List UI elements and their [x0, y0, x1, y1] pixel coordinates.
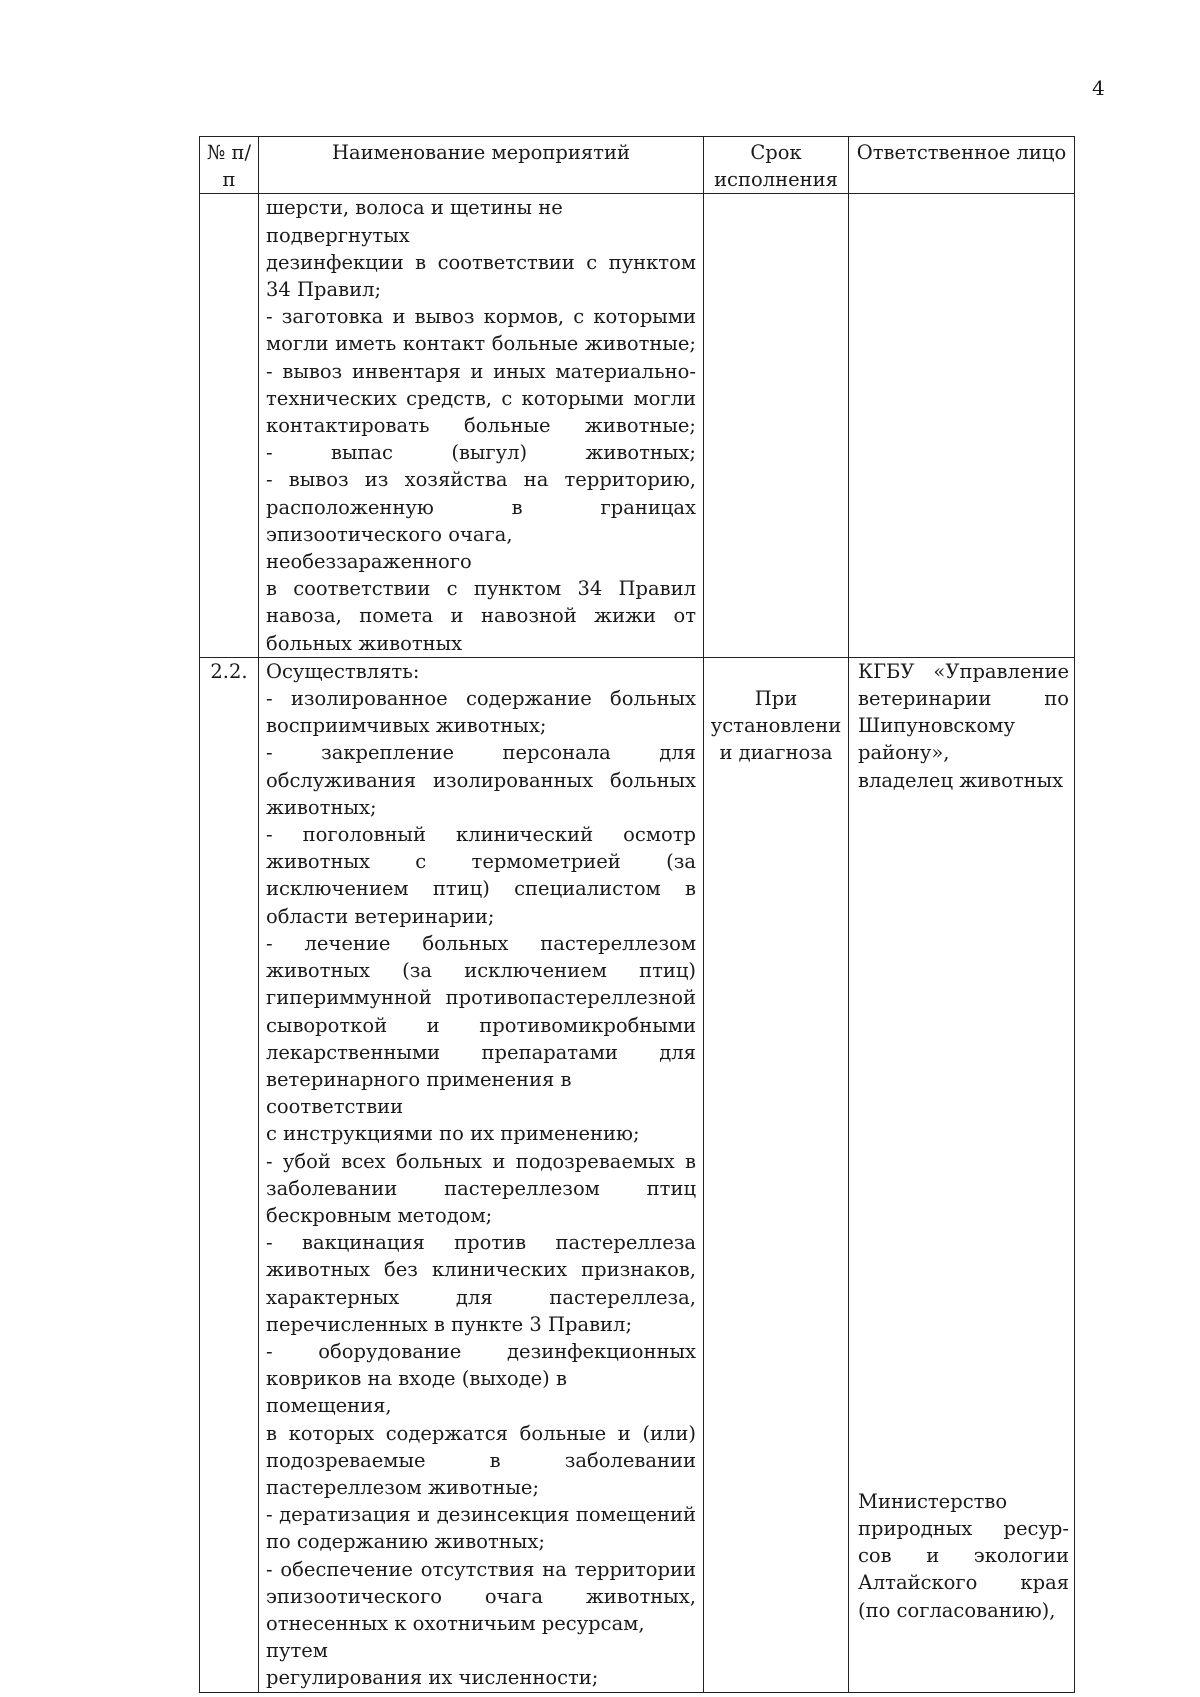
term-cell	[704, 657, 849, 1692]
text-line: - выпас (выгул) животных;	[266, 441, 696, 465]
measure-lines	[266, 194, 696, 656]
text-line: восприимчивых животных;	[266, 714, 547, 738]
text-line: могли иметь контакт больные животные;	[266, 332, 696, 356]
text-line: - убой всех больных и подозреваемых в	[266, 1149, 696, 1173]
measures-table	[199, 136, 1075, 1693]
text-line: характерных для пастереллеза,	[266, 1285, 696, 1309]
text-line: При	[754, 686, 798, 710]
text-line: исключением птиц) специалистом в	[266, 877, 696, 901]
page-number: 4	[1092, 76, 1105, 100]
text-line: природных ресур-	[858, 1517, 1069, 1541]
text-line: КГБУ «Управление	[858, 659, 1069, 683]
responsible-group-ministry	[858, 1488, 1069, 1624]
text-line: отнесенных к охотничьим ресурсам, путем	[266, 1611, 645, 1663]
text-line: Осуществлять:	[266, 659, 420, 683]
text-line: Шипуновскому	[858, 714, 1015, 738]
term-cell	[704, 194, 849, 657]
text-line: - поголовный клинический осмотр	[266, 823, 696, 847]
text-line: подозреваемые в заболевании	[266, 1448, 696, 1472]
text-line: больных животных	[266, 631, 463, 655]
text-line: лекарственными препаратами для	[266, 1040, 696, 1064]
text-line: - вывоз из хозяйства на территорию,	[266, 468, 696, 492]
measure-text	[259, 194, 704, 657]
text-line: в которых содержатся больные и (или)	[266, 1421, 696, 1445]
text-line: с инструкциями по их применению;	[266, 1122, 640, 1146]
text-line: - оборудование дезинфекционных	[266, 1339, 696, 1363]
text-line: Министерство	[858, 1489, 1008, 1513]
responsible-cell	[849, 194, 1075, 657]
measure-lines	[266, 658, 696, 1692]
text-line: - изолированное содержание больных	[266, 687, 696, 711]
text-line: области ветеринарии;	[266, 904, 495, 928]
text-line: расположенную в границах	[266, 495, 696, 519]
text-line: - вакцинация против пастереллеза	[266, 1231, 696, 1255]
text-line: заболевании пастереллезом птиц	[266, 1176, 696, 1200]
text-line: навоза, помета и навозной жижи от	[266, 604, 696, 628]
text-line: - дератизация и дезинсекция помещений	[266, 1503, 696, 1527]
text-line: регулирования их численности;	[266, 1666, 599, 1690]
table-row	[200, 194, 1075, 657]
text-line: 34 Правил;	[266, 278, 382, 302]
row-number	[200, 194, 259, 657]
text-line: контактировать больные животные;	[266, 414, 696, 438]
text-line: - лечение больных пастереллезом	[266, 931, 696, 955]
text-line: району»,	[858, 741, 950, 765]
table-header-row	[200, 137, 1075, 194]
text-line: и диагноза	[719, 741, 833, 765]
responsible-cell	[849, 657, 1075, 1692]
text-line: животных с термометрией (за	[266, 850, 696, 874]
text-line: технических средств, с которыми могли	[266, 386, 696, 410]
text-line: дезинфекции в соответствии с пунктом	[266, 250, 696, 274]
term-text	[706, 685, 846, 767]
text-line: эпизоотического очага, необеззараженного	[266, 522, 513, 574]
responsible-group-vet	[858, 658, 1069, 794]
header-num: № п/п	[200, 137, 259, 194]
table-row	[200, 657, 1075, 1692]
text-line: в соответствии с пунктом 34 Правил	[266, 577, 696, 601]
row-number: 2.2.	[200, 657, 259, 1692]
text-line: ковриков на входе (выходе) в помещения,	[266, 1367, 567, 1418]
text-line: животных;	[266, 795, 377, 819]
header-responsible: Ответственное лицо	[849, 137, 1075, 194]
text-line: установлени	[710, 714, 842, 738]
header-name: Наименование мероприятий	[259, 137, 704, 194]
header-term: Срок исполнения	[704, 137, 849, 194]
text-line: сов и экологии	[858, 1544, 1069, 1568]
text-line: перечисленных в пункте 3 Правил;	[266, 1312, 633, 1336]
text-line: - обеспечение отсутствия на территории	[266, 1557, 696, 1581]
text-line: сывороткой и противомикробными	[266, 1013, 696, 1037]
text-line: по содержанию животных;	[266, 1530, 545, 1554]
text-line: пастереллезом животные;	[266, 1475, 540, 1499]
text-line: шерсти, волоса и щетины не подвергнутых	[266, 196, 563, 247]
text-line: (по согласованию),	[858, 1598, 1056, 1622]
text-line: животных без клинических признаков,	[266, 1258, 696, 1282]
text-line: животных (за исключением птиц)	[266, 959, 696, 983]
text-line: - закрепление персонала для	[266, 741, 696, 765]
text-line: - заготовка и вывоз кормов, с которыми	[266, 305, 696, 329]
text-line: ветеринарного применения в соответствии	[266, 1067, 572, 1119]
text-line: - вывоз инвентаря и иных материально-	[266, 359, 696, 383]
measure-text	[259, 657, 704, 1692]
text-line: владелец животных	[858, 768, 1064, 792]
text-line: гипериммунной противопастереллезной	[266, 986, 696, 1010]
text-line: Алтайского края	[858, 1571, 1069, 1595]
text-line: ветеринарии по	[858, 687, 1069, 711]
text-line: бескровным методом;	[266, 1203, 493, 1227]
text-line: эпизоотического очага животных,	[266, 1584, 696, 1608]
text-line: обслуживания изолированных больных	[266, 768, 696, 792]
